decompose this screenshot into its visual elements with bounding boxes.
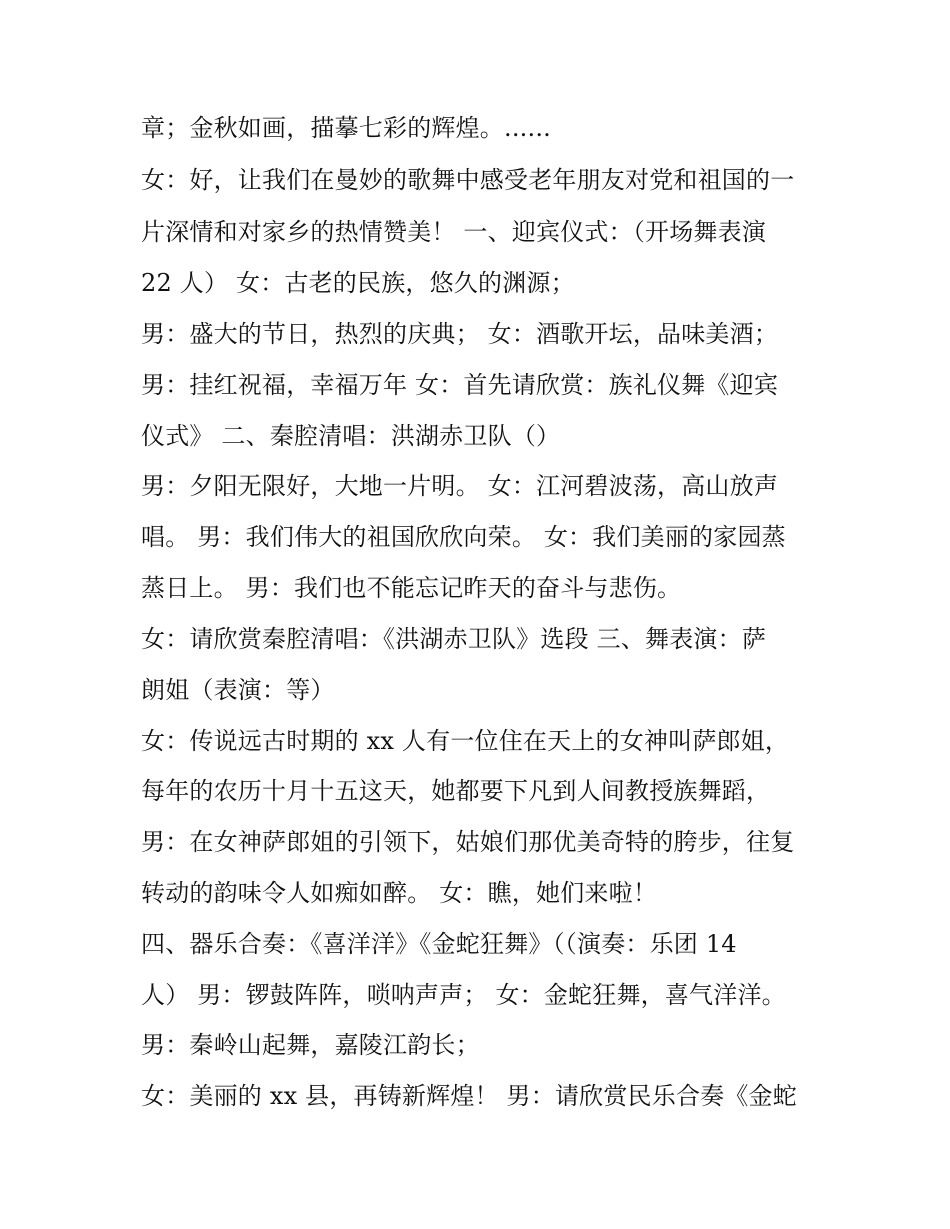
- text-line: 蒸日上。 男：我们也不能忘记昨天的奋斗与悲伤。: [141, 574, 682, 602]
- text-line: 22 人） 女：古老的民族，悠久的渊源；: [141, 269, 575, 297]
- text-line: 转动的韵味令人如痴如醉。 女：瞧，她们来啦！: [141, 879, 658, 907]
- text-line: 四、器乐合奏：《喜洋洋》《金蛇狂舞》（（演奏：乐团 14: [141, 930, 737, 958]
- text-line: 女：好，让我们在曼妙的歌舞中感受老年朋友对党和祖国的一: [141, 166, 795, 194]
- text-line: 男：挂红祝福，幸福万年 女：首先请欣赏：族礼仪舞《迎宾: [141, 371, 779, 399]
- text-line: 仪式》 二、秦腔清唱：洪湖赤卫队（）: [141, 422, 561, 450]
- text-line: 片深情和对家乡的热情赞美！ 一、迎宾仪式：（开场舞表演: [141, 218, 767, 246]
- text-line: 唱。 男：我们伟大的祖国欣欣向荣。 女：我们美丽的家园蒸: [141, 523, 786, 551]
- text-line: 章；金秋如画，描摹七彩的辉煌。......: [141, 114, 551, 142]
- text-line: 男：夕阳无限好，大地一片明。 女：江河碧波荡，高山放声: [141, 472, 779, 500]
- text-line: 男：秦岭山起舞，嘉陵江韵长；: [141, 1031, 480, 1059]
- text-line: 男：在女神萨郎姐的引领下，姑娘们那优美奇特的胯步，往复: [141, 828, 795, 856]
- text-line: 女：请欣赏秦腔清唱：《洪湖赤卫队》选段 三、舞表演：萨: [141, 625, 767, 653]
- text-line: 女：传说远古时期的 xx 人有一位住在天上的女神叫萨郎姐，: [141, 727, 790, 755]
- text-line: 人） 男：锣鼓阵阵，唢呐声声； 女：金蛇狂舞，喜气洋洋。: [141, 981, 786, 1009]
- text-line: 朗姐（表演：等）: [141, 676, 335, 704]
- text-line: 男：盛大的节日，热烈的庆典； 女：酒歌开坛，品味美酒；: [141, 320, 779, 348]
- text-line: 每年的农历十月十五这天，她都要下凡到人间教授族舞蹈，: [141, 777, 771, 805]
- text-line: 女：美丽的 xx 县，再铸新辉煌！ 男：请欣赏民乐合奏《金蛇: [141, 1082, 797, 1110]
